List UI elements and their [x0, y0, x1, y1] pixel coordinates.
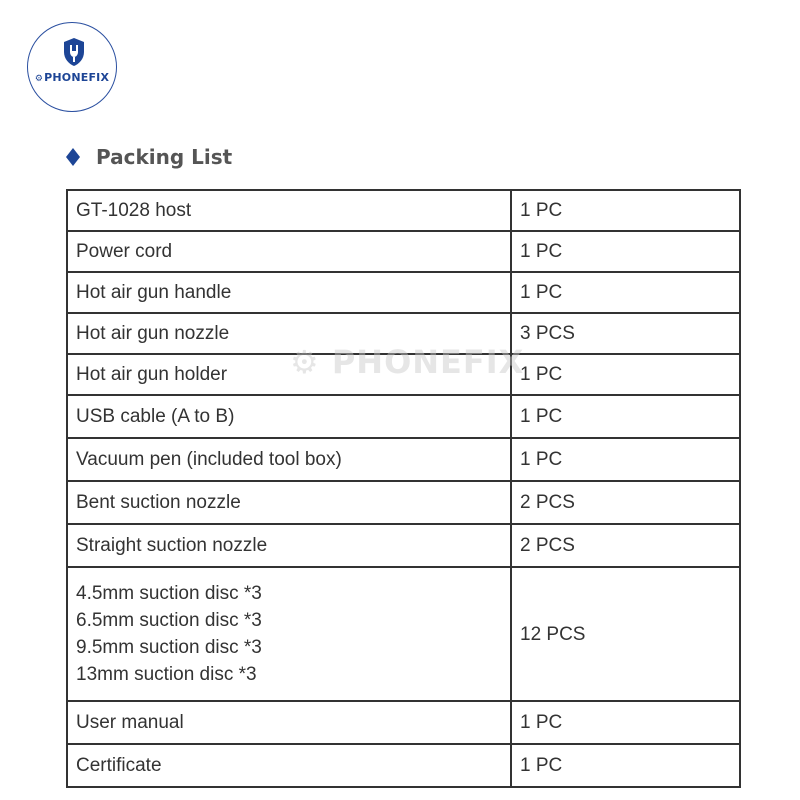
table-row: [67, 313, 740, 354]
table-row: [67, 567, 740, 701]
packing-list-table: [66, 189, 741, 788]
item-cell: Vacuum pen (included tool box): [67, 438, 511, 481]
qty-cell: 1 PC: [511, 438, 740, 481]
table-row: [67, 395, 740, 438]
qty-cell: 12 PCS: [511, 567, 740, 701]
table-row: [67, 524, 740, 567]
item-cell: USB cable (A to B): [67, 395, 511, 438]
table-row: [67, 231, 740, 272]
qty-cell: 2 PCS: [511, 524, 740, 567]
table-row: [67, 481, 740, 524]
qty-cell: 1 PC: [511, 395, 740, 438]
diamond-bullet-icon: [66, 148, 80, 166]
item-cell: User manual: [67, 701, 511, 744]
item-cell: Hot air gun handle: [67, 272, 511, 313]
table-row: [67, 438, 740, 481]
qty-cell: 1 PC: [511, 744, 740, 787]
qty-cell: 1 PC: [511, 272, 740, 313]
watermark: ⚙ PHONEFIX: [290, 343, 525, 381]
qty-cell: 2 PCS: [511, 481, 740, 524]
gear-icon: ⚙: [34, 74, 44, 84]
qty-cell: 1 PC: [511, 190, 740, 231]
item-cell-multiline: [67, 567, 511, 701]
page-title: Packing List: [96, 145, 233, 169]
table-row: [67, 744, 740, 787]
wrench-shield-icon: [62, 37, 86, 67]
item-cell: Hot air gun holder: [67, 354, 511, 395]
qty-cell: 3 PCS: [511, 313, 740, 354]
logo-brand-text: ⚙PHONEFIX: [34, 71, 110, 84]
item-cell: Power cord: [67, 231, 511, 272]
item-line: 6.5mm suction disc *3: [76, 610, 262, 631]
section-heading: [66, 145, 232, 169]
table-row: [67, 272, 740, 313]
table-row: [67, 354, 740, 395]
qty-cell: 1 PC: [511, 701, 740, 744]
qty-cell: 1 PC: [511, 231, 740, 272]
item-cell: Certificate: [67, 744, 511, 787]
qty-cell: 1 PC: [511, 354, 740, 395]
table-row: [67, 701, 740, 744]
phonefix-logo[interactable]: [27, 22, 117, 112]
table-row: [67, 190, 740, 231]
item-cell: Bent suction nozzle: [67, 481, 511, 524]
item-line: 9.5mm suction disc *3: [76, 637, 262, 658]
item-cell: GT-1028 host: [67, 190, 511, 231]
item-line: 13mm suction disc *3: [76, 664, 257, 685]
item-cell: Straight suction nozzle: [67, 524, 511, 567]
item-line: 4.5mm suction disc *3: [76, 583, 262, 604]
item-cell: Hot air gun nozzle: [67, 313, 511, 354]
